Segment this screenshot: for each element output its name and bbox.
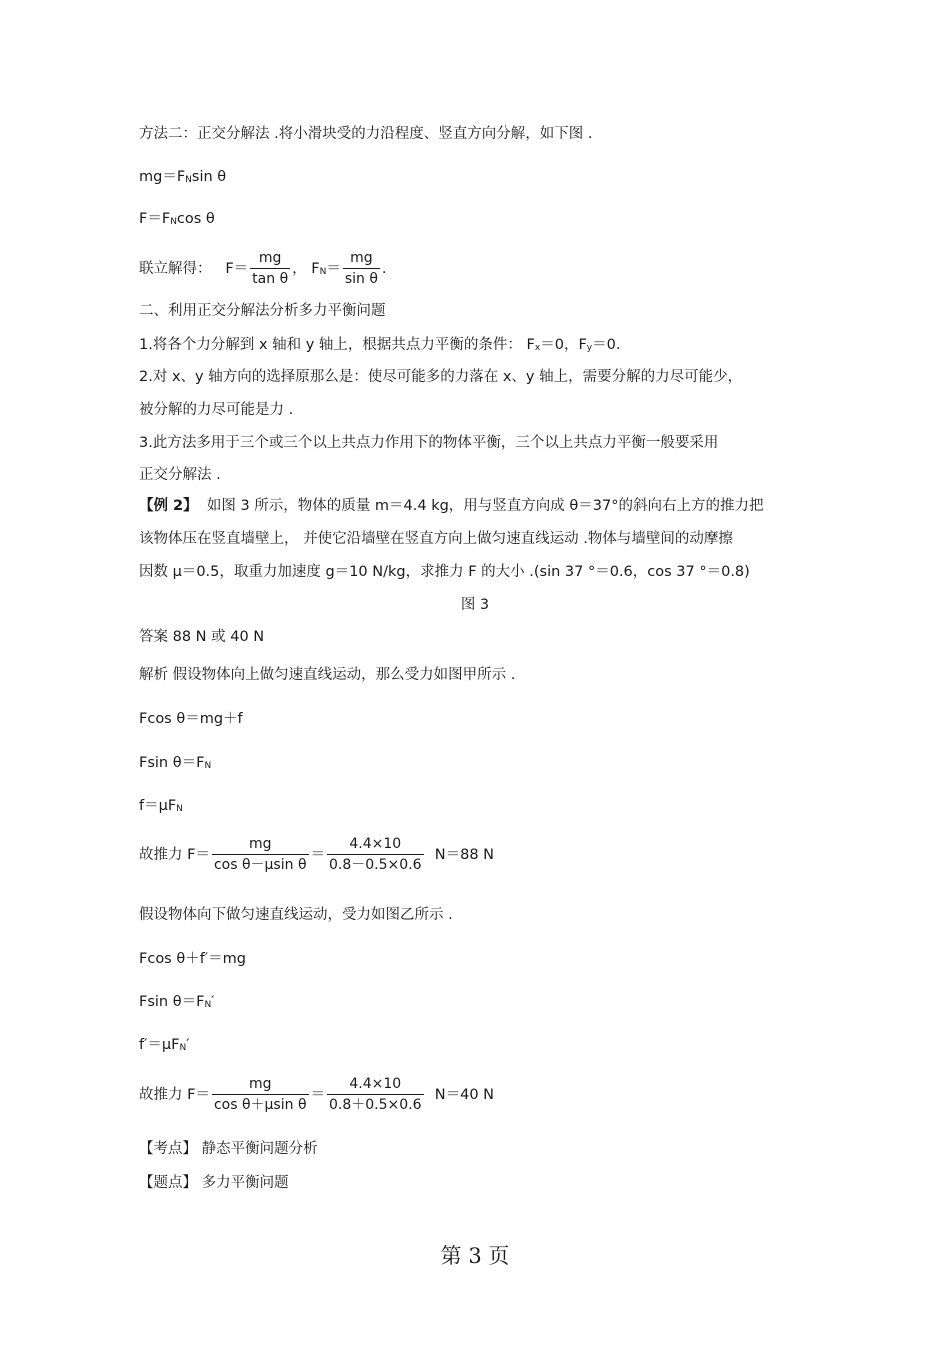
page-footer: 第 3 页 xyxy=(440,1244,510,1268)
example-2-line1 xyxy=(139,497,764,515)
eq-subscript: N xyxy=(176,804,183,814)
eq-text: Fsin θ＝F xyxy=(139,755,205,771)
eq-subscript: N xyxy=(204,761,212,771)
eq-subscript: x xyxy=(534,343,541,353)
fraction-mg-sin xyxy=(343,250,380,288)
eq-text: ＝0. xyxy=(592,337,621,353)
eq-text: 故推力 F＝ xyxy=(139,1087,210,1103)
eq-text: ＝ xyxy=(310,847,326,863)
point-two-cont: 被分解的力尽可能是力 . xyxy=(139,402,294,418)
eq-subscript: N xyxy=(179,1043,187,1053)
section-heading: 二、利用正交分解法分析多力平衡问题 xyxy=(139,303,386,319)
example-tag: 【例 2】 xyxy=(139,498,198,514)
answer-line: 答案 88 N 或 40 N xyxy=(139,629,265,645)
equation-down-3 xyxy=(139,1036,190,1056)
fraction-numerator: mg xyxy=(250,250,290,269)
eq-text: mg＝F xyxy=(139,169,186,185)
example-text: 如图 3 所示，物体的质量 m＝4.4 kg，用与竖直方向成 θ＝37°的斜向右上方的推力把 xyxy=(206,498,764,514)
eq-text: F xyxy=(311,261,320,277)
eq-text: cos θ xyxy=(176,211,215,227)
eq-text: F＝F xyxy=(139,211,171,227)
joint-solution-line xyxy=(139,250,387,288)
equation-up-2 xyxy=(139,754,211,774)
fraction-denominator: cos θ－μsin θ xyxy=(213,857,307,873)
eq-text: F＝ xyxy=(225,261,249,277)
fraction-denominator: 0.8＋0.5×0.6 xyxy=(329,1097,422,1113)
equation-down-1: Fcos θ＋f′＝mg xyxy=(139,951,246,967)
eq-subscript: N xyxy=(204,1000,212,1010)
eq-subscript: N xyxy=(185,175,192,185)
fraction-up-1 xyxy=(212,836,309,874)
thrust-result-up xyxy=(139,836,494,874)
equation-f xyxy=(139,210,215,230)
question-point: 【题点】 多力平衡问题 xyxy=(139,1175,289,1191)
eq-text: ＝ xyxy=(310,1087,326,1103)
eq-text: . xyxy=(381,261,387,277)
point-two: 2.对 x、y 轴方向的选择原那么是：使尽可能多的力落在 x、y 轴上，需要分解的力尽可能少， xyxy=(139,369,743,385)
eq-text: ＝0，F xyxy=(540,337,587,353)
solution-label: 联立解得： xyxy=(139,261,212,277)
eq-text: 1.将各个力分解到 x 轴和 y 轴上，根据共点力平衡的条件： F xyxy=(139,337,535,353)
equation-up-1: Fcos θ＝mg＋f xyxy=(139,711,243,727)
fraction-up-2 xyxy=(327,836,424,874)
fraction-denominator: cos θ＋μsin θ xyxy=(213,1097,307,1113)
eq-text: N＝88 N xyxy=(434,847,495,863)
eq-text: f＝μF xyxy=(139,798,177,814)
fraction-numerator: mg xyxy=(212,836,309,855)
fraction-denominator: tan θ xyxy=(252,271,289,287)
fraction-numerator: 4.4×10 xyxy=(327,836,424,855)
point-three: 3.此方法多用于三个或三个以上共点力作用下的物体平衡，三个以上共点力平衡一般要采用 xyxy=(139,435,719,451)
equation-down-2 xyxy=(139,993,214,1013)
fraction-denominator: 0.8－0.5×0.6 xyxy=(329,857,422,873)
eq-text: sin θ xyxy=(191,169,227,185)
assume-down-line: 假设物体向下做匀速直线运动，受力如图乙所示 . xyxy=(139,907,453,923)
analysis-line: 解析 假设物体向上做匀速直线运动，那么受力如图甲所示 . xyxy=(139,667,516,683)
example-2-line2: 该物体压在竖直墙壁上， 并使它沿墙壁在竖直方向上做匀速直线运动 .物体与墙壁间的动摩擦 xyxy=(139,531,733,547)
point-three-cont: 正交分解法 . xyxy=(139,467,221,483)
eq-subscript: N xyxy=(170,217,177,227)
equation-up-3 xyxy=(139,797,183,817)
fraction-numerator: mg xyxy=(212,1076,309,1095)
fraction-numerator: 4.4×10 xyxy=(327,1076,424,1095)
eq-text: ′ xyxy=(186,1037,190,1053)
example-2-line3: 因数 μ＝0.5，取重力加速度 g＝10 N/kg，求推力 F 的大小 .(sin 37 °＝0.6，cos 37 °＝0.8) xyxy=(139,564,750,580)
eq-subscript: N xyxy=(319,267,327,277)
fraction-down-1 xyxy=(212,1076,309,1114)
eq-text: ′ xyxy=(211,994,215,1010)
fraction-mg-tan xyxy=(250,250,290,288)
knowledge-point: 【考点】 静态平衡问题分析 xyxy=(139,1141,318,1157)
fraction-denominator: sin θ xyxy=(344,271,378,287)
fraction-down-2 xyxy=(327,1076,424,1114)
thrust-result-down xyxy=(139,1076,494,1114)
fraction-numerator: mg xyxy=(343,250,380,269)
eq-separator: ， xyxy=(292,261,307,277)
eq-text: ＝ xyxy=(326,261,341,277)
eq-text: Fsin θ＝F xyxy=(139,994,205,1010)
eq-text: f′＝μF xyxy=(139,1037,180,1053)
eq-text: N＝40 N xyxy=(434,1087,495,1103)
figure-caption: 图 3 xyxy=(460,597,490,613)
method-two-line: 方法二：正交分解法 .将小滑块受的力沿程度、竖直方向分解，如下图 . xyxy=(139,126,593,142)
point-one xyxy=(139,336,620,356)
eq-text: 故推力 F＝ xyxy=(139,847,210,863)
equation-mg xyxy=(139,168,226,188)
eq-subscript: y xyxy=(586,343,593,353)
